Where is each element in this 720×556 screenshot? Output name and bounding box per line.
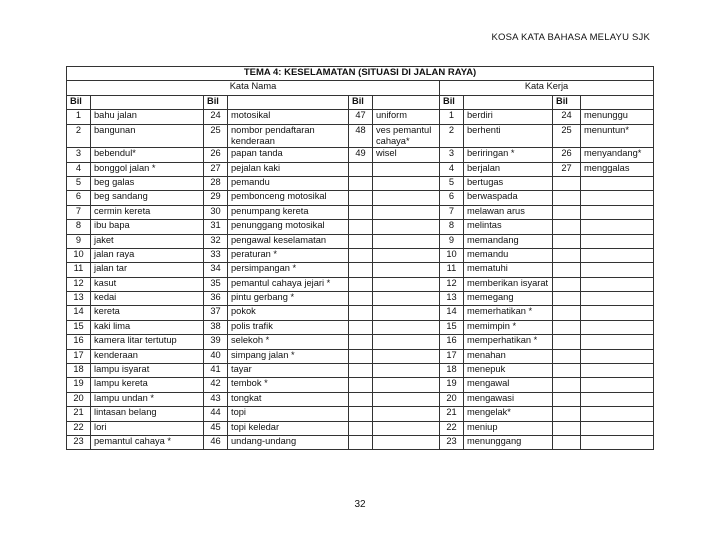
word-cell: simpang jalan * (228, 349, 349, 363)
table-row (67, 292, 654, 306)
row-number-cell: 23 (440, 435, 464, 449)
table-row (67, 176, 654, 190)
row-number-cell (349, 407, 373, 421)
word-cell: kasut (91, 277, 204, 291)
row-number-cell (553, 378, 581, 392)
table-row (67, 349, 654, 363)
word-cell (373, 435, 440, 449)
row-number-cell: 3 (67, 148, 91, 162)
row-number-cell: 19 (67, 378, 91, 392)
row-number-cell: 27 (553, 162, 581, 176)
row-number-cell (349, 435, 373, 449)
word-cell (373, 306, 440, 320)
row-number-cell: 24 (553, 110, 581, 124)
row-number-cell: 23 (67, 435, 91, 449)
word-cell (581, 277, 654, 291)
word-cell: tayar (228, 364, 349, 378)
word-cell: beg sandang (91, 191, 204, 205)
row-number-cell: 45 (204, 421, 228, 435)
word-header (91, 95, 204, 109)
row-number-cell: 25 (204, 124, 228, 148)
word-cell (581, 335, 654, 349)
table-row (67, 263, 654, 277)
row-number-cell: 17 (67, 349, 91, 363)
word-cell: kenderaan (91, 349, 204, 363)
word-cell: uniform (373, 110, 440, 124)
column-header-row (67, 95, 654, 109)
row-number-cell: 6 (440, 191, 464, 205)
word-cell: menunggu (581, 110, 654, 124)
row-number-cell (553, 320, 581, 334)
table-row (67, 110, 654, 124)
word-cell: jaket (91, 234, 204, 248)
word-cell (581, 220, 654, 234)
word-header (464, 95, 553, 109)
table-row (67, 220, 654, 234)
word-cell (373, 191, 440, 205)
word-cell: mengawal (464, 378, 553, 392)
row-number-cell: 12 (67, 277, 91, 291)
row-number-cell: 4 (67, 162, 91, 176)
row-number-cell: 32 (204, 234, 228, 248)
row-number-cell: 16 (440, 335, 464, 349)
row-number-cell: 8 (440, 220, 464, 234)
book-title: KOSA KATA BAHASA MELAYU SJK (491, 32, 650, 43)
row-number-cell: 42 (204, 378, 228, 392)
word-cell: wisel (373, 148, 440, 162)
row-number-cell: 13 (440, 292, 464, 306)
row-number-cell (553, 335, 581, 349)
row-number-cell: 10 (67, 248, 91, 262)
word-cell: bertugas (464, 176, 553, 190)
word-cell: kedai (91, 292, 204, 306)
group-row (67, 81, 654, 95)
row-number-cell: 35 (204, 277, 228, 291)
row-number-cell: 2 (67, 124, 91, 148)
row-number-cell: 48 (349, 124, 373, 148)
word-cell: memerhatikan * (464, 306, 553, 320)
word-cell: pembonceng motosikal (228, 191, 349, 205)
row-number-cell (349, 378, 373, 392)
row-number-cell: 25 (553, 124, 581, 148)
word-cell: pokok (228, 306, 349, 320)
word-cell: tembok * (228, 378, 349, 392)
word-cell: topi keledar (228, 421, 349, 435)
row-number-cell (349, 306, 373, 320)
word-cell: menyandang* (581, 148, 654, 162)
word-cell: polis trafik (228, 320, 349, 334)
table-row (67, 248, 654, 262)
word-cell: menuntun* (581, 124, 654, 148)
word-cell: mengawasi (464, 392, 553, 406)
word-cell: penumpang kereta (228, 205, 349, 219)
row-number-cell: 21 (67, 407, 91, 421)
word-cell: bebendul* (91, 148, 204, 162)
word-cell (581, 378, 654, 392)
row-number-cell: 17 (440, 349, 464, 363)
word-cell: menggalas (581, 162, 654, 176)
table-row (67, 421, 654, 435)
row-number-cell: 6 (67, 191, 91, 205)
word-cell (373, 364, 440, 378)
word-cell (581, 392, 654, 406)
word-cell: lampu isyarat (91, 364, 204, 378)
row-number-cell (349, 234, 373, 248)
word-cell: mematuhi (464, 263, 553, 277)
row-number-cell: 20 (67, 392, 91, 406)
row-number-cell: 29 (204, 191, 228, 205)
word-cell (581, 320, 654, 334)
row-number-cell (349, 277, 373, 291)
word-cell: penunggang motosikal (228, 220, 349, 234)
word-header (228, 95, 349, 109)
row-number-cell: 28 (204, 176, 228, 190)
word-cell: berwaspada (464, 191, 553, 205)
row-number-cell: 37 (204, 306, 228, 320)
kata-kerja-heading: Kata Kerja (440, 81, 654, 95)
word-cell (581, 176, 654, 190)
row-number-cell: 18 (67, 364, 91, 378)
table-row (67, 277, 654, 291)
word-cell: memegang (464, 292, 553, 306)
word-cell (373, 205, 440, 219)
table-row (67, 306, 654, 320)
word-cell (373, 176, 440, 190)
row-number-cell: 8 (67, 220, 91, 234)
word-cell: kaki lima (91, 320, 204, 334)
row-number-cell: 15 (440, 320, 464, 334)
table-row (67, 234, 654, 248)
word-cell (373, 320, 440, 334)
word-cell: lampu undan * (91, 392, 204, 406)
row-number-cell: 3 (440, 148, 464, 162)
row-number-cell (349, 364, 373, 378)
row-number-cell: 9 (67, 234, 91, 248)
page-number: 32 (354, 499, 366, 510)
row-number-cell: 46 (204, 435, 228, 449)
word-cell (581, 435, 654, 449)
row-number-cell: 26 (204, 148, 228, 162)
row-number-cell: 14 (67, 306, 91, 320)
table-row (67, 407, 654, 421)
row-number-cell (553, 263, 581, 277)
word-cell: bahu jalan (91, 110, 204, 124)
row-number-cell (553, 306, 581, 320)
kata-nama-heading: Kata Nama (67, 81, 440, 95)
word-cell (581, 421, 654, 435)
word-cell: jalan raya (91, 248, 204, 262)
row-number-cell: 26 (553, 148, 581, 162)
word-cell: meniup (464, 421, 553, 435)
row-number-cell: 18 (440, 364, 464, 378)
table-row (67, 378, 654, 392)
word-cell (581, 191, 654, 205)
word-cell: menunggang (464, 435, 553, 449)
table-row (67, 320, 654, 334)
table-row (67, 191, 654, 205)
row-number-cell: 11 (440, 263, 464, 277)
word-cell (581, 407, 654, 421)
word-cell: berdiri (464, 110, 553, 124)
word-cell: melawan arus (464, 205, 553, 219)
table-row (67, 435, 654, 449)
row-number-cell: 30 (204, 205, 228, 219)
row-number-cell: 16 (67, 335, 91, 349)
word-cell (373, 162, 440, 176)
row-number-cell (349, 248, 373, 262)
row-number-cell (349, 335, 373, 349)
word-cell: mengelak* (464, 407, 553, 421)
row-number-cell: 1 (440, 110, 464, 124)
row-number-cell: 13 (67, 292, 91, 306)
word-cell: pemantul cahaya jejari * (228, 277, 349, 291)
word-cell (373, 277, 440, 291)
row-number-cell: 38 (204, 320, 228, 334)
bil-header: Bil (349, 95, 373, 109)
row-number-cell: 22 (67, 421, 91, 435)
row-number-cell: 33 (204, 248, 228, 262)
title-row (67, 67, 654, 81)
word-cell (373, 248, 440, 262)
row-number-cell (553, 205, 581, 219)
word-cell: pemandu (228, 176, 349, 190)
word-cell: pemantul cahaya * (91, 435, 204, 449)
word-cell (581, 306, 654, 320)
word-cell: berhenti (464, 124, 553, 148)
word-cell (581, 234, 654, 248)
row-number-cell: 34 (204, 263, 228, 277)
bil-header: Bil (440, 95, 464, 109)
word-cell: pengawal keselamatan (228, 234, 349, 248)
word-cell: beriringan * (464, 148, 553, 162)
row-number-cell (349, 263, 373, 277)
row-number-cell (349, 205, 373, 219)
table-body (67, 110, 654, 450)
word-cell: papan tanda (228, 148, 349, 162)
word-cell: persimpangan * (228, 263, 349, 277)
row-number-cell (349, 220, 373, 234)
row-number-cell (553, 421, 581, 435)
row-number-cell: 40 (204, 349, 228, 363)
word-cell: bonggol jalan * (91, 162, 204, 176)
table-row (67, 364, 654, 378)
row-number-cell: 39 (204, 335, 228, 349)
row-number-cell: 11 (67, 263, 91, 277)
word-cell: berjalan (464, 162, 553, 176)
row-number-cell (553, 364, 581, 378)
table-row (67, 124, 654, 148)
word-cell (373, 292, 440, 306)
row-number-cell: 14 (440, 306, 464, 320)
word-cell: nombor pendaftaran kenderaan (228, 124, 349, 148)
word-cell: selekoh * (228, 335, 349, 349)
word-cell: undang-undang (228, 435, 349, 449)
word-cell: lori (91, 421, 204, 435)
row-number-cell: 9 (440, 234, 464, 248)
word-cell: memandang (464, 234, 553, 248)
word-cell: motosikal (228, 110, 349, 124)
word-cell: tongkat (228, 392, 349, 406)
row-number-cell: 7 (440, 205, 464, 219)
row-number-cell (553, 435, 581, 449)
word-cell (581, 248, 654, 262)
table-row (67, 148, 654, 162)
row-number-cell (553, 392, 581, 406)
word-cell: memandu (464, 248, 553, 262)
table-row (67, 335, 654, 349)
row-number-cell (553, 220, 581, 234)
word-cell (581, 205, 654, 219)
row-number-cell (553, 248, 581, 262)
word-cell: menepuk (464, 364, 553, 378)
word-cell (373, 407, 440, 421)
row-number-cell (553, 176, 581, 190)
row-number-cell: 5 (67, 176, 91, 190)
bil-header: Bil (204, 95, 228, 109)
word-cell: jalan tar (91, 263, 204, 277)
word-cell: cermin kereta (91, 205, 204, 219)
word-cell (581, 364, 654, 378)
row-number-cell (553, 234, 581, 248)
row-number-cell (349, 191, 373, 205)
row-number-cell: 20 (440, 392, 464, 406)
row-number-cell (553, 191, 581, 205)
vocabulary-table (66, 66, 654, 450)
bil-header: Bil (67, 95, 91, 109)
row-number-cell (553, 349, 581, 363)
table-row (67, 162, 654, 176)
row-number-cell (349, 320, 373, 334)
row-number-cell: 36 (204, 292, 228, 306)
word-cell: peraturan * (228, 248, 349, 262)
row-number-cell: 41 (204, 364, 228, 378)
word-cell: menahan (464, 349, 553, 363)
table-row (67, 392, 654, 406)
word-cell: kamera litar tertutup (91, 335, 204, 349)
word-cell (373, 263, 440, 277)
row-number-cell (349, 392, 373, 406)
word-cell: topi (228, 407, 349, 421)
word-cell (373, 392, 440, 406)
row-number-cell: 7 (67, 205, 91, 219)
word-cell: ibu bapa (91, 220, 204, 234)
word-cell: melintas (464, 220, 553, 234)
row-number-cell: 1 (67, 110, 91, 124)
word-cell (581, 292, 654, 306)
row-number-cell: 21 (440, 407, 464, 421)
row-number-cell: 31 (204, 220, 228, 234)
row-number-cell (553, 277, 581, 291)
row-number-cell: 24 (204, 110, 228, 124)
row-number-cell: 43 (204, 392, 228, 406)
word-cell (373, 349, 440, 363)
row-number-cell (349, 292, 373, 306)
word-cell (373, 378, 440, 392)
word-header (373, 95, 440, 109)
row-number-cell: 12 (440, 277, 464, 291)
row-number-cell: 2 (440, 124, 464, 148)
word-cell: pintu gerbang * (228, 292, 349, 306)
row-number-cell: 47 (349, 110, 373, 124)
word-cell (373, 220, 440, 234)
row-number-cell: 4 (440, 162, 464, 176)
word-header (581, 95, 654, 109)
row-number-cell: 10 (440, 248, 464, 262)
row-number-cell: 5 (440, 176, 464, 190)
row-number-cell (553, 407, 581, 421)
word-cell: lampu kereta (91, 378, 204, 392)
word-cell (373, 234, 440, 248)
word-cell (581, 349, 654, 363)
row-number-cell: 15 (67, 320, 91, 334)
table-title: TEMA 4: KESELAMATAN (SITUASI DI JALAN RAYA) (67, 67, 654, 81)
word-cell: beg galas (91, 176, 204, 190)
word-cell (373, 335, 440, 349)
row-number-cell: 19 (440, 378, 464, 392)
word-cell: memberikan isyarat (464, 277, 553, 291)
word-cell: bangunan (91, 124, 204, 148)
word-cell: pejalan kaki (228, 162, 349, 176)
bil-header: Bil (553, 95, 581, 109)
row-number-cell (349, 162, 373, 176)
row-number-cell: 44 (204, 407, 228, 421)
row-number-cell (349, 421, 373, 435)
word-cell: ves pemantul cahaya* (373, 124, 440, 148)
row-number-cell (553, 292, 581, 306)
word-cell: memimpin * (464, 320, 553, 334)
row-number-cell: 49 (349, 148, 373, 162)
row-number-cell: 27 (204, 162, 228, 176)
word-cell: memperhatikan * (464, 335, 553, 349)
row-number-cell (349, 176, 373, 190)
row-number-cell: 22 (440, 421, 464, 435)
table-row (67, 205, 654, 219)
word-cell (581, 263, 654, 277)
row-number-cell (349, 349, 373, 363)
word-cell: lintasan belang (91, 407, 204, 421)
word-cell: kereta (91, 306, 204, 320)
word-cell (373, 421, 440, 435)
